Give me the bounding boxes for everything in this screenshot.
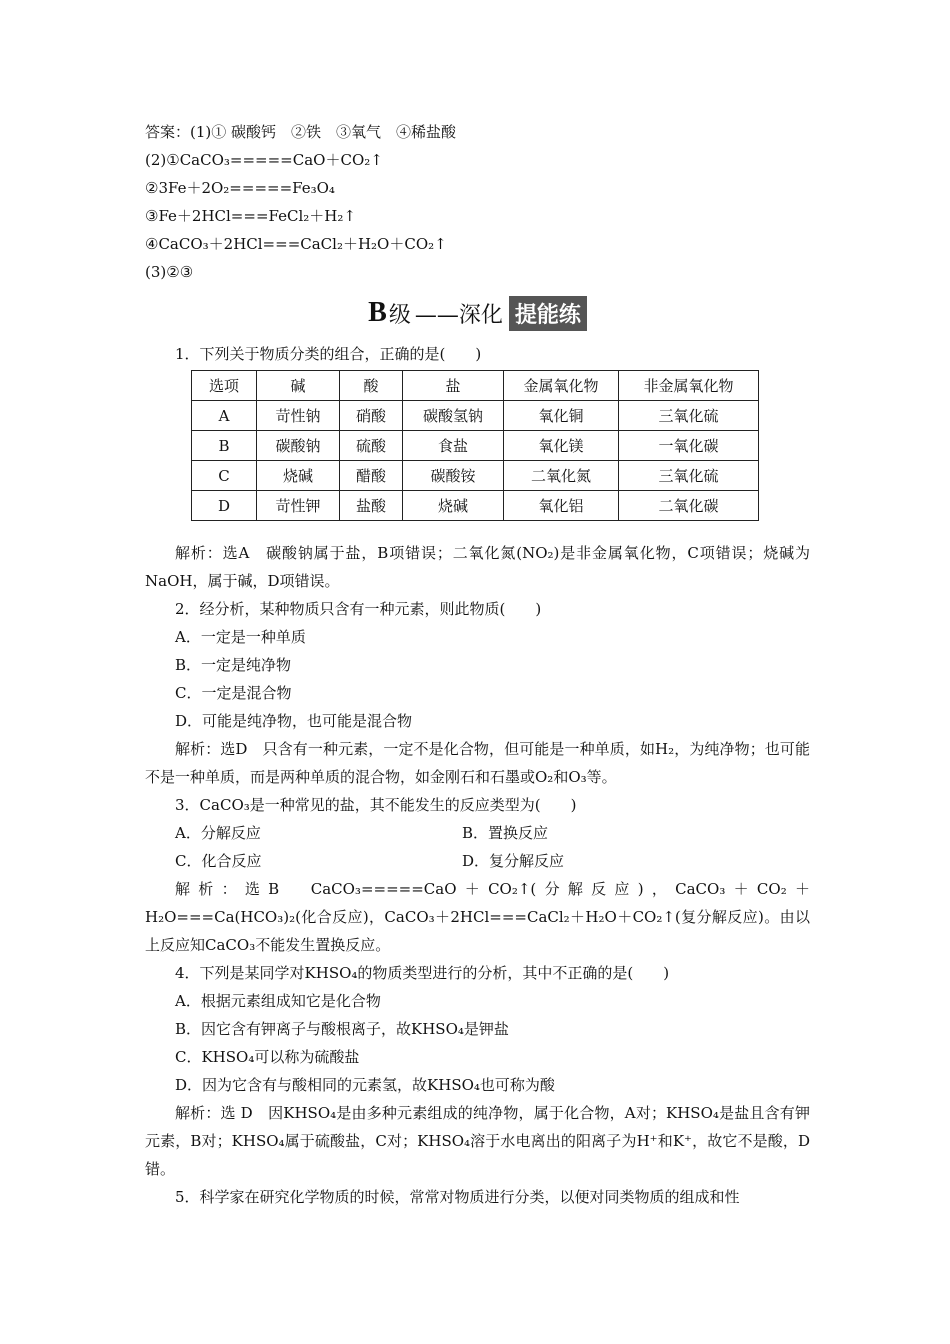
q2-option-d: D．可能是纯净物，也可能是混合物 <box>175 712 413 730</box>
table-cell: 碳酸氢钠 <box>403 401 504 431</box>
table-cell: 氧化镁 <box>504 431 619 461</box>
table-cell: A <box>192 401 257 431</box>
table-cell: 碳酸钠 <box>257 431 340 461</box>
q1-stem: 1．下列关于物质分类的组合，正确的是( ) <box>175 345 482 363</box>
answer-line-1: 答案：(1)① 碳酸钙 ②铁 ③氧气 ④稀盐酸 <box>145 123 457 141</box>
classification-table <box>191 370 759 521</box>
q2-option-b: B．一定是纯净物 <box>175 656 292 674</box>
table-header: 盐 <box>403 371 504 401</box>
q2-stem: 2．经分析，某种物质只含有一种元素，则此物质( ) <box>175 600 542 618</box>
q4-option-b: B．因它含有钾离子与酸根离子，故KHSO₄是钾盐 <box>175 1020 509 1038</box>
banner-ji: 级 <box>388 302 411 328</box>
q4-option-d: D．因为它含有与酸相同的元素氢，故KHSO₄也可称为酸 <box>175 1076 555 1094</box>
table-header: 非金属氧化物 <box>619 371 759 401</box>
table-header: 金属氧化物 <box>504 371 619 401</box>
answer-line-3: ②3Fe＋2O₂=====Fe₃O₄ <box>145 179 335 197</box>
document-page <box>145 118 810 1211</box>
table-cell: 烧碱 <box>403 491 504 521</box>
table-cell: 氧化铝 <box>504 491 619 521</box>
q4-option-a: A．根据元素组成知它是化合物 <box>175 992 381 1010</box>
q3-analysis: 解析：选B CaCO₃=====CaO＋CO₂↑(分解反应)，CaCO₃＋CO₂＋H₂O===Ca(HCO₃)₂(化合反应)，CaCO₃＋2HCl===CaCl₂＋H₂O＋CO₂↑(复分解反应)。由以上反应知CaCO₃不能发生置换反应。 <box>145 880 810 954</box>
table-cell: D <box>192 491 257 521</box>
table-cell: 碳酸铵 <box>403 461 504 491</box>
table-row <box>192 431 759 461</box>
table-cell: 三氧化硫 <box>619 401 759 431</box>
table-row <box>192 461 759 491</box>
table-header: 碱 <box>257 371 340 401</box>
table-cell: 氧化铜 <box>504 401 619 431</box>
table-header: 酸 <box>340 371 403 401</box>
section-banner <box>145 288 810 338</box>
q4-stem: 4．下列是某同学对KHSO₄的物质类型进行的分析，其中不正确的是( ) <box>175 964 670 982</box>
q2-analysis: 解析：选D 只含有一种元素，一定不是化合物，但可能是一种单质，如H₂，为纯净物；也可能不是一种单质，而是两种单质的混合物，如金刚石和石墨或O₂和O₃等。 <box>145 740 810 786</box>
table-cell: 食盐 <box>403 431 504 461</box>
table-cell: 二氧化氮 <box>504 461 619 491</box>
q3-option-d: D．复分解反应 <box>462 852 565 870</box>
table-cell: 硝酸 <box>340 401 403 431</box>
q4-analysis: 解析：选 D 因KHSO₄是由多种元素组成的纯净物，属于化合物，A对；KHSO₄是盐且含有钾元素，B对；KHSO₄属于硫酸盐，C对；KHSO₄溶于水电离出的阳离子为H⁺和K⁺，故它不是酸，D错。 <box>145 1104 810 1178</box>
q3-option-c: C．化合反应 <box>175 852 262 870</box>
q4-option-c: C．KHSO₄可以称为硫酸盐 <box>175 1048 360 1066</box>
table-cell: 苛性钾 <box>257 491 340 521</box>
q3-option-b: B．置换反应 <box>462 824 549 842</box>
answer-line-2: (2)①CaCO₃=====CaO＋CO₂↑ <box>145 151 383 169</box>
table-cell: B <box>192 431 257 461</box>
table-cell: 盐酸 <box>340 491 403 521</box>
q1-analysis: 解析：选A 碳酸钠属于盐，B项错误；二氧化氮(NO₂)是非金属氧化物，C项错误；烧碱为NaOH，属于碱，D项错误。 <box>145 544 810 590</box>
table-cell: 一氧化碳 <box>619 431 759 461</box>
banner-tag: 提能练 <box>509 296 587 331</box>
table-row <box>192 491 759 521</box>
answer-line-6: (3)②③ <box>145 263 194 281</box>
table-header-row <box>192 371 759 401</box>
banner-dash: ——深化 <box>414 302 503 328</box>
answer-line-5: ④CaCO₃＋2HCl===CaCl₂＋H₂O＋CO₂↑ <box>145 235 447 253</box>
banner-level: B <box>368 297 387 328</box>
answer-line-4: ③Fe＋2HCl===FeCl₂＋H₂↑ <box>145 207 356 225</box>
table-cell: 二氧化碳 <box>619 491 759 521</box>
q3-option-a: A．分解反应 <box>175 824 261 842</box>
table-header: 选项 <box>192 371 257 401</box>
table-cell: C <box>192 461 257 491</box>
q3-options-row-2 <box>145 847 810 875</box>
table-cell: 醋酸 <box>340 461 403 491</box>
table-cell: 烧碱 <box>257 461 340 491</box>
q3-stem: 3．CaCO₃是一种常见的盐，其不能发生的反应类型为( ) <box>175 796 577 814</box>
table-cell: 硫酸 <box>340 431 403 461</box>
q3-options-row-1 <box>145 819 810 847</box>
table-row <box>192 401 759 431</box>
q2-option-a: A．一定是一种单质 <box>175 628 306 646</box>
q5-stem: 5．科学家在研究化学物质的时候，常常对物质进行分类，以便对同类物质的组成和性 <box>175 1188 740 1206</box>
table-cell: 苛性钠 <box>257 401 340 431</box>
q2-option-c: C．一定是混合物 <box>175 684 292 702</box>
table-cell: 三氧化硫 <box>619 461 759 491</box>
